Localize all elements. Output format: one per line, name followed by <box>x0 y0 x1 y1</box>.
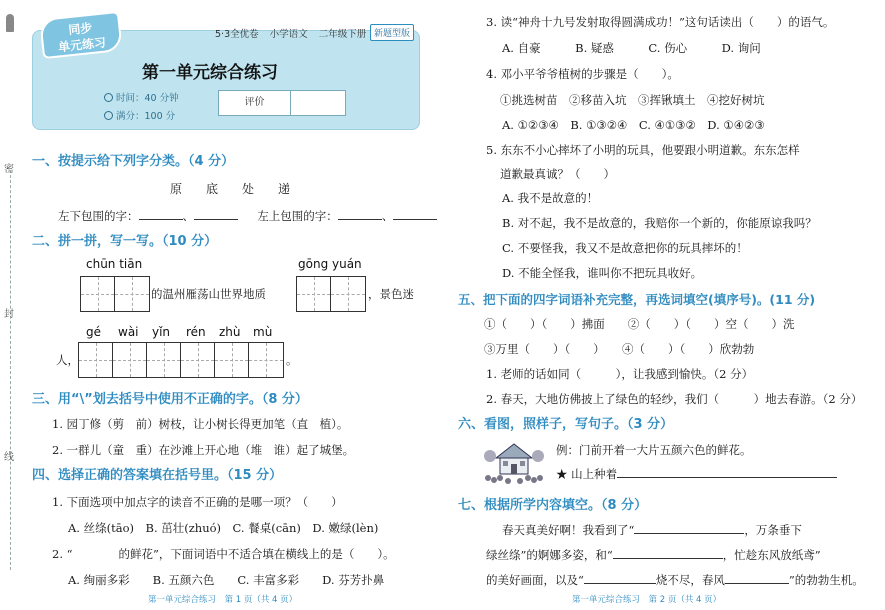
s1-question: 左下包围的字： 、 左上包围的字： 、 <box>58 208 437 224</box>
s7-l3b: 烧不尽，春风 <box>655 573 725 587</box>
left-footer: 第一单元综合练习 第 1 页（共 4 页） <box>148 595 298 605</box>
q5-option-b: B. 对不起，我不是故意的，我赔你一个新的，你能原谅我吗？ <box>502 216 817 230</box>
s7-blank-4[interactable] <box>725 583 789 584</box>
star-icon: ★ <box>556 467 568 481</box>
q5-line1: 5. 东东不小心摔坏了小明的玩具，他要跟小明道歉。东东怎样 <box>486 143 800 157</box>
s1-blank-1[interactable] <box>139 219 183 220</box>
s1-label-b: 左上包围的字： <box>257 209 338 223</box>
s7-l2b: ，忙趁东风放纸鸢” <box>722 548 821 562</box>
s2-text-1: 的温州雁荡山世界地质 <box>151 287 266 301</box>
rocket-icon <box>6 14 14 32</box>
s7-line1 <box>502 522 802 538</box>
subject-label: 小学语文 <box>269 29 308 40</box>
s7-l1b: ，万条垂下 <box>744 523 802 537</box>
s2-text-2: ，景色迷 <box>368 287 414 301</box>
s2-grid-2[interactable] <box>296 276 366 312</box>
s2-pinyin-3d: rén <box>186 325 206 339</box>
q4-steps: ①挑选树苗 ②移苗入坑 ③挥锹填土 ④挖好树坑 <box>500 93 765 107</box>
s2-pinyin-2: gōng yuán <box>298 257 362 271</box>
score-info <box>104 108 175 122</box>
s6-answer-blank[interactable] <box>617 477 837 478</box>
series-label: 5·3全优卷 <box>215 29 259 40</box>
right-page <box>446 0 885 610</box>
evaluation-box <box>218 90 346 116</box>
s2-pinyin-1: chūn tiān <box>86 257 143 271</box>
s4-q1-options: A. 丝绦(tāo) B. 茁壮(zhuó) C. 餐桌(cān) D. 嫩绿(lèn) <box>68 521 379 535</box>
s5-row2: ③万里（ ）（ ） ④（ ）（ ）欣勃勃 <box>484 342 755 356</box>
s2-grid-3[interactable] <box>78 342 284 378</box>
s7-line2 <box>486 547 821 563</box>
q5-option-d: D. 不能全怪我，谁叫你不把玩具收好。 <box>502 266 703 280</box>
section-3-title: 三、用“\”划去括号中使用不正确的字。（8 分） <box>32 392 308 407</box>
s2-text-3: 人， <box>56 353 79 367</box>
s2-pinyin-3f: mù <box>253 325 273 339</box>
s7-blank-1[interactable] <box>634 533 744 534</box>
time-text: 时间：40 分钟 <box>116 93 179 104</box>
s3-q1: 1. 园丁修（剪 前）树枝，让小树长得更加笔（直 植）。 <box>52 417 349 431</box>
s6-question <box>556 466 837 482</box>
s5-row1: ①（ ）（ ）拂面 ②（ ）（ ）空（ ）洗 <box>484 317 795 331</box>
s7-l3c: ”的勃勃生机。 <box>788 573 864 587</box>
binding-line <box>10 170 11 570</box>
s5-q1: 1. 老师的话如同（ ），让我感到愉快。（2 分） <box>486 367 754 381</box>
s3-q2: 2. 一群儿（童 重）在沙滩上开心地（堆 谁）起了城堡。 <box>52 443 355 457</box>
badge-line2: 单元练习 <box>57 35 107 55</box>
q4: 4. 邓小平爷爷植树的步骤是（ ）。 <box>486 67 679 81</box>
s1-label-a: 左下包围的字： <box>58 209 139 223</box>
grade-label: 二年级下册 <box>318 29 367 40</box>
eval-label: 评价 <box>219 91 291 115</box>
s5-q2: 2. 春天，大地仿佛披上了绿色的轻纱，我们（ ）地去春游。（2 分） <box>486 392 863 406</box>
q3-options: A. 自豪 B. 疑惑 C. 伤心 D. 询问 <box>502 41 761 55</box>
q4-options: A. ①②③④ B. ①③②④ C. ④①③② D. ①④②③ <box>502 118 765 132</box>
q5-option-c: C. 不要怪我，我又不是故意把你的玩具摔坏的！ <box>502 241 748 255</box>
s4-q2-options: A. 绚丽多彩 B. 五颜六色 C. 丰富多彩 D. 芬芳扑鼻 <box>68 573 385 587</box>
s1-blank-4[interactable] <box>393 219 437 220</box>
score-text: 满分：100 分 <box>116 111 176 122</box>
section-2-title: 二、拼一拼，写一写。（10 分） <box>32 234 218 249</box>
gutter-char-xian: 线 <box>4 452 14 463</box>
section-7-title: 七、根据所学内容填空。（8 分） <box>458 498 648 513</box>
s1-blank-3[interactable] <box>338 219 382 220</box>
house-garden-illustration <box>482 436 546 486</box>
section-1-title: 一、按提示给下列字分类。（4 分） <box>32 154 235 169</box>
section-6-title: 六、看图，照样子，写句子。（3 分） <box>458 417 674 432</box>
gutter-char-feng: 封 <box>4 309 14 320</box>
section-5-title: 五、把下面的四字词语补充完整，再选词填空(填序号)。(11 分) <box>458 292 816 307</box>
s7-blank-2[interactable] <box>613 558 723 559</box>
s2-pinyin-3e: zhù <box>219 325 241 339</box>
page-title: 第一单元综合练习 <box>142 63 278 83</box>
s7-l2a: 绿丝绦”的婀娜多姿，和“ <box>486 548 613 562</box>
s2-pinyin-3b: wài <box>118 325 139 339</box>
q3: 3. 读“神舟十九号发射取得圆满成功！”这句话读出（ ）的语气。 <box>486 15 835 29</box>
gutter-char-mi: 密 <box>4 164 14 175</box>
check-icon <box>104 111 113 120</box>
q5-line2: 道歉最真诚？（ ） <box>500 167 615 181</box>
book-info <box>215 26 374 40</box>
s4-q2: 2. “ 的鲜花”，下面词语中不适合填在横线上的是（ ）。 <box>52 547 395 561</box>
s6-prompt: 山上种着 <box>571 467 618 481</box>
s2-text-4: 。 <box>286 353 298 367</box>
s1-blank-2[interactable] <box>194 219 238 220</box>
time-info <box>104 90 179 104</box>
s2-pinyin-3c: yǐn <box>152 325 171 339</box>
q5-option-a: A. 我不是故意的！ <box>502 191 599 205</box>
left-page <box>0 0 440 610</box>
section-4-title: 四、选择正确的答案填在括号里。（15 分） <box>32 468 283 483</box>
new-edition-tag: 新题型版 <box>370 24 414 41</box>
s6-example: 例：门前开着一大片五颜六色的鲜花。 <box>556 443 752 457</box>
s2-pinyin-3a: gé <box>86 325 101 339</box>
clock-icon <box>104 93 113 102</box>
s7-l3a: 的美好画面，以及“ <box>486 573 584 587</box>
s1-chars: 原 底 处 递 <box>170 182 291 196</box>
s4-q1: 1. 下面选项中加点字的读音不正确的是哪一项？（ ） <box>52 495 343 509</box>
s2-grid-1[interactable] <box>80 276 150 312</box>
s7-line3 <box>486 572 864 588</box>
right-footer: 第一单元综合练习 第 2 页（共 4 页） <box>572 595 722 605</box>
badge-line1: 同步 <box>67 20 94 38</box>
s7-blank-3[interactable] <box>584 583 656 584</box>
s7-l1a: 春天真美好啊！我看到了“ <box>502 523 635 537</box>
sync-badge <box>39 11 123 59</box>
